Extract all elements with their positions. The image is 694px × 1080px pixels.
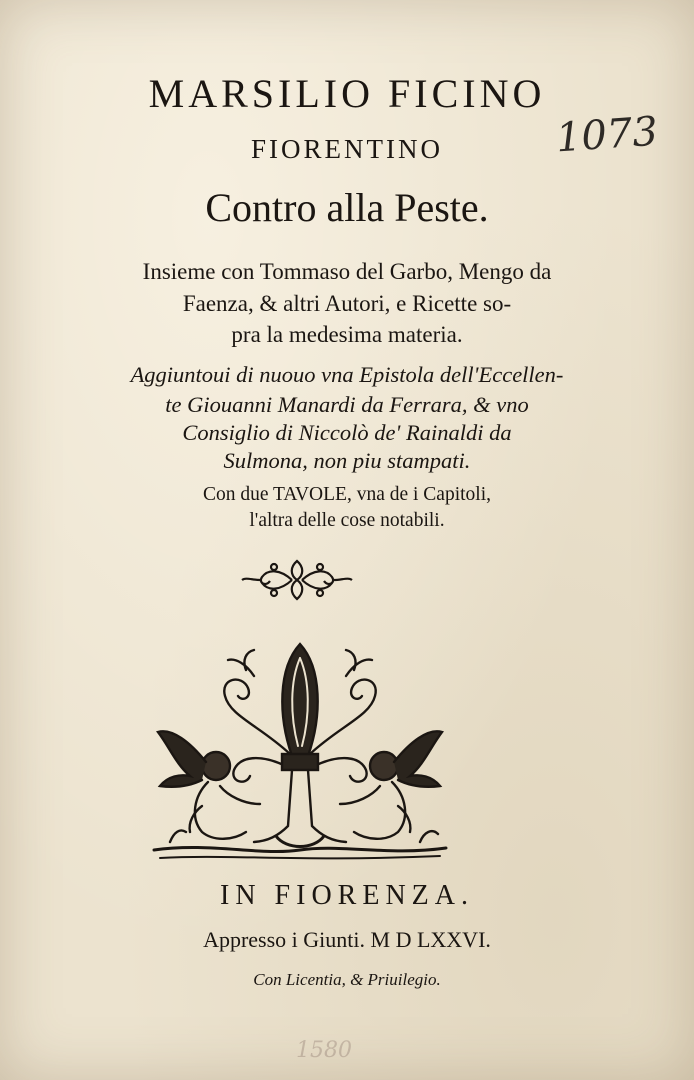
author-origin: FIORENTINO [251,134,443,164]
contents-line: l'altra delle cose notabili. [249,510,445,531]
italic-line: te Giouanni Manardi da Ferrara, & vno [165,392,529,417]
italic-line: Consiglio di Niccolò de' Rainaldi da [182,420,512,445]
publication-place: IN FIORENZA. [220,880,474,911]
book-title: Contro alla Peste. [205,185,489,230]
italic-line: Aggiuntoui di nuouo vna Epistola dell'Eccellen- [130,362,564,387]
contents-line: Con due TAVOLE, vna de i Capitoli, [202,484,492,505]
handwritten-number: 1073 [554,108,660,162]
fleur-de-lis-cherubs-emblem-icon [150,636,450,866]
subtitle-line: Faenza, & altri Autori, e Ricette so- [182,291,512,316]
author-name: MARSILIO FICINO [148,71,546,116]
italic-line: Sulmona, non piu stampati. [223,448,471,473]
imprint-line: Appresso i Giunti. M D LXXVI. [203,927,491,952]
license-line: Con Licentia, & Priuilegio. [253,970,441,989]
subtitle-line: pra la medesima materia. [231,322,463,347]
faint-stamp: 1580 [296,1038,352,1063]
fleuron-ornament-icon [240,555,354,605]
subtitle-line: Insieme con Tommaso del Garbo, Mengo da [142,259,552,284]
